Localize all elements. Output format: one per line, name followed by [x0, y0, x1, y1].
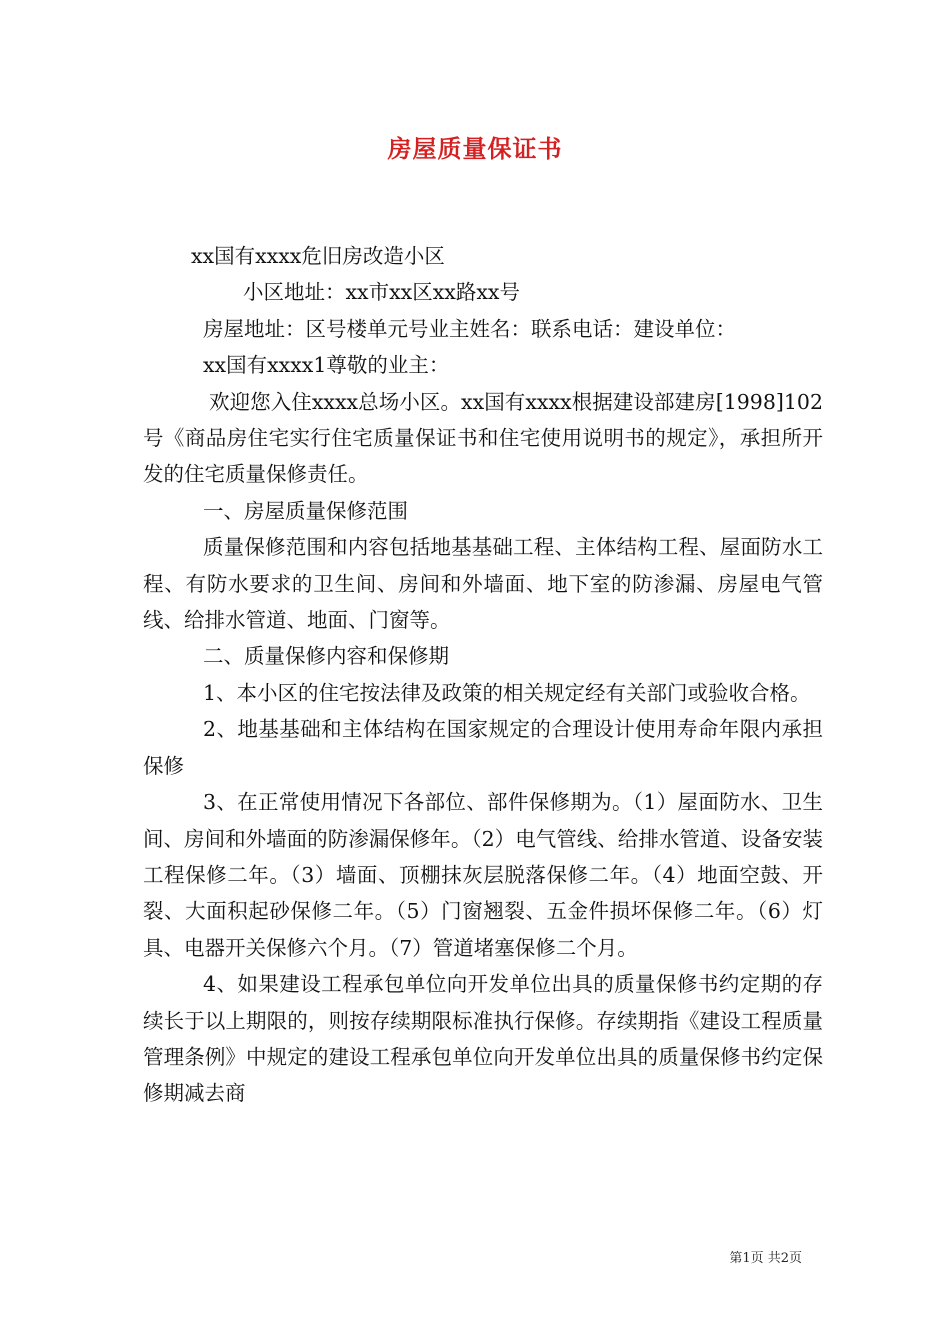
- page-number: 第1页 共2页: [729, 1251, 802, 1266]
- paragraph-item-2: 2、地基基础和主体结构在国家规定的合理设计使用寿命年限内承担保修: [143, 717, 823, 778]
- paragraph-scope: 质量保修范围和内容包括地基基础工程、主体结构工程、屋面防水工程、有防水要求的卫生间、房间和外墙面、地下室的防渗漏、房屋电气管线、给排水管道、地面、门窗等。: [143, 535, 823, 633]
- paragraph-item-1: 1、本小区的住宅按法律及政策的相关规定经有关部门或验收合格。: [203, 680, 811, 705]
- paragraph-item-3: 3、在正常使用情况下各部位、部件保修期为。（1）屋面防水、卫生间、房间和外墙面的防渗漏保修年。（2）电气管线、给排水管道、设备安装工程保修二年。（3）墙面、顶棚抹灰层脱落保修二年。（4）地面空鼓、开裂、大面积起砂保修二年。（5）门窗翘裂、五金件损坏保修二年。（6）灯具、电器开关保修六个月。（7）管道堵塞保修二个月。: [143, 790, 823, 960]
- document-body: [143, 238, 823, 1112]
- paragraph-salutation: xx国有xxxx1尊敬的业主：: [203, 353, 450, 378]
- paragraph-welcome: 欢迎您入住xxxx总场小区。xx国有xxxx根据建设部建房[1998]102号《商品房住宅实行住宅质量保证书和住宅使用说明书的规定》，承担所开发的住宅质量保修责任。: [143, 389, 823, 487]
- paragraph-house-address: 房屋地址：区号楼单元号业主姓名：联系电话：建设单位：: [203, 316, 736, 341]
- paragraph-community-address: 小区地址：xx市xx区xx路xx号: [243, 280, 520, 305]
- paragraph-community-name: xx国有xxxx危旧房改造小区: [191, 244, 445, 268]
- document-title: 房屋质量保证书: [387, 134, 563, 163]
- section-heading-content: 二、质量保修内容和保修期: [203, 644, 449, 669]
- paragraph-item-4: 4、如果建设工程承包单位向开发单位出具的质量保修书约定期的存续长于以上期限的，则按存续期限标准执行保修。存续期指《建设工程质量管理条例》中规定的建设工程承包单位向开发单位出具的质量保修书约定保修期减去商: [143, 972, 823, 1106]
- section-heading-scope: 一、房屋质量保修范围: [203, 498, 408, 523]
